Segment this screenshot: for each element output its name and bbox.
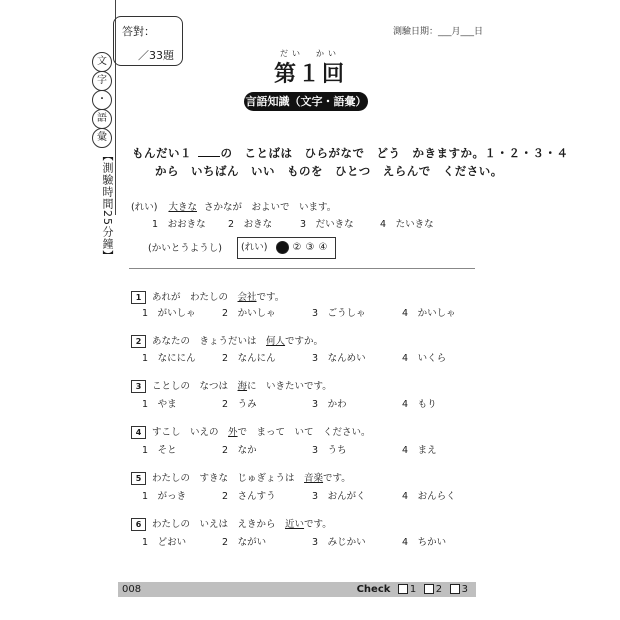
- side-char: 字: [92, 71, 112, 91]
- example-sentence: [131, 199, 336, 213]
- option: 3 おんがく: [312, 491, 366, 502]
- option: 2 なんにん: [222, 353, 276, 364]
- title-text: 第１回: [273, 62, 346, 87]
- option: 1 がいしゃ: [142, 308, 196, 319]
- example-label: (れい): [131, 202, 158, 213]
- option: 4 まえ: [402, 445, 437, 456]
- check-group: [357, 582, 468, 597]
- answer-bubble: ③: [305, 242, 315, 253]
- side-char: 彙: [92, 128, 112, 148]
- option: 4 おんらく: [402, 491, 456, 502]
- check-label: Check: [356, 584, 391, 595]
- example-rest: さかなが およいで います。: [204, 202, 337, 213]
- test-date-field: 測驗日期：___月___日: [393, 27, 484, 37]
- option: 1 がっき: [142, 491, 187, 502]
- test-time-label: 【測驗時間25分鐘】: [101, 150, 114, 262]
- option: 4 いくら: [402, 353, 447, 364]
- option: 4 もり: [402, 399, 437, 410]
- option: 2 なか: [222, 445, 257, 456]
- target-word: 外: [228, 427, 238, 438]
- question-text: すこし いえの 外で まって いて ください。: [152, 427, 371, 438]
- answer-box-label: (れい): [241, 242, 268, 253]
- option: 4 ちかい: [402, 537, 447, 548]
- question-number: 4: [131, 426, 146, 439]
- question-number: 1: [131, 291, 146, 304]
- instruction-line-2: から いちばん いい ものを ひとつ えらんで ください。: [155, 164, 503, 178]
- option: 3 ごうしゃ: [312, 308, 366, 319]
- option: 4 かいしゃ: [402, 308, 456, 319]
- page-title: [0, 48, 620, 88]
- score-label: 答對：: [122, 25, 155, 38]
- question-text: あなたの きょうだいは 何人ですか。: [152, 336, 324, 347]
- question-row: [131, 333, 481, 348]
- question-row: [131, 289, 481, 304]
- check-box-label: 3: [461, 584, 468, 595]
- question-row: [131, 424, 481, 439]
- check-box[interactable]: [450, 584, 460, 594]
- example-option: 2 おきな: [228, 219, 273, 230]
- option: 2 さんすう: [222, 491, 276, 502]
- option: 3 うち: [312, 445, 347, 456]
- option: 1 なににん: [142, 353, 196, 364]
- divider: [129, 268, 475, 269]
- side-char: 語: [92, 109, 112, 129]
- problem-label: もんだい１: [132, 146, 192, 160]
- target-word: 音楽: [304, 473, 324, 484]
- example-option: 3 だいきな: [300, 219, 354, 230]
- side-char: ・: [92, 90, 112, 110]
- example-word: 大きな: [168, 202, 197, 213]
- target-word: 何人: [266, 336, 286, 347]
- option: 2 うみ: [222, 399, 257, 410]
- option: 2 かいしゃ: [222, 308, 276, 319]
- answer-sheet-example: [237, 237, 336, 259]
- option: 3 なんめい: [312, 353, 366, 364]
- score-total: ／33題: [138, 49, 174, 62]
- option: 1 やま: [142, 399, 177, 410]
- option: 3 みじかい: [312, 537, 366, 548]
- instruction-text: の ことばは ひらがなで どう かきますか。１・２・３・４: [220, 146, 569, 160]
- question-text: わたしの すきな じゅぎょうは 音楽です。: [152, 473, 351, 484]
- question-number: 3: [131, 380, 146, 393]
- target-word: 近い: [285, 519, 305, 530]
- question-row: [131, 516, 481, 531]
- answer-bubble: ②: [292, 242, 302, 253]
- question-number: 6: [131, 518, 146, 531]
- instruction-line-1: [132, 145, 569, 161]
- target-word: 会社: [237, 292, 257, 303]
- title-ruby: だい かい: [280, 49, 340, 58]
- question-row: [131, 470, 481, 485]
- target-word: 海: [237, 381, 248, 392]
- page-number: 008: [122, 584, 142, 595]
- question-text: あれが わたしの 会社です。: [152, 292, 285, 303]
- option: 2 ながい: [222, 537, 267, 548]
- option: 1 そと: [142, 445, 177, 456]
- question-text: ことしの なつは 海に いきたいです。: [152, 381, 332, 392]
- question-text: わたしの いえは えきから 近いです。: [152, 519, 332, 530]
- blank-line: [198, 146, 220, 157]
- answer-bubble: ④: [318, 242, 328, 253]
- question-row: [131, 378, 481, 393]
- section-label: 言語知識（文字・語彙）: [244, 92, 368, 111]
- side-char: 文: [92, 52, 112, 72]
- check-box[interactable]: [424, 584, 434, 594]
- footer-bar: [118, 582, 476, 597]
- option: 1 どおい: [142, 537, 187, 548]
- example-option: 4 たいきな: [380, 219, 434, 230]
- check-box-label: 1: [409, 584, 417, 595]
- example-option: 1 おおきな: [152, 219, 206, 230]
- check-box[interactable]: [398, 584, 408, 594]
- filled-answer-bubble: [276, 241, 289, 254]
- answer-sheet-label: (かいとうようし): [148, 243, 222, 254]
- option: 3 かわ: [312, 399, 347, 410]
- check-box-label: 2: [435, 584, 443, 595]
- question-number: 5: [131, 472, 146, 485]
- question-number: 2: [131, 335, 146, 348]
